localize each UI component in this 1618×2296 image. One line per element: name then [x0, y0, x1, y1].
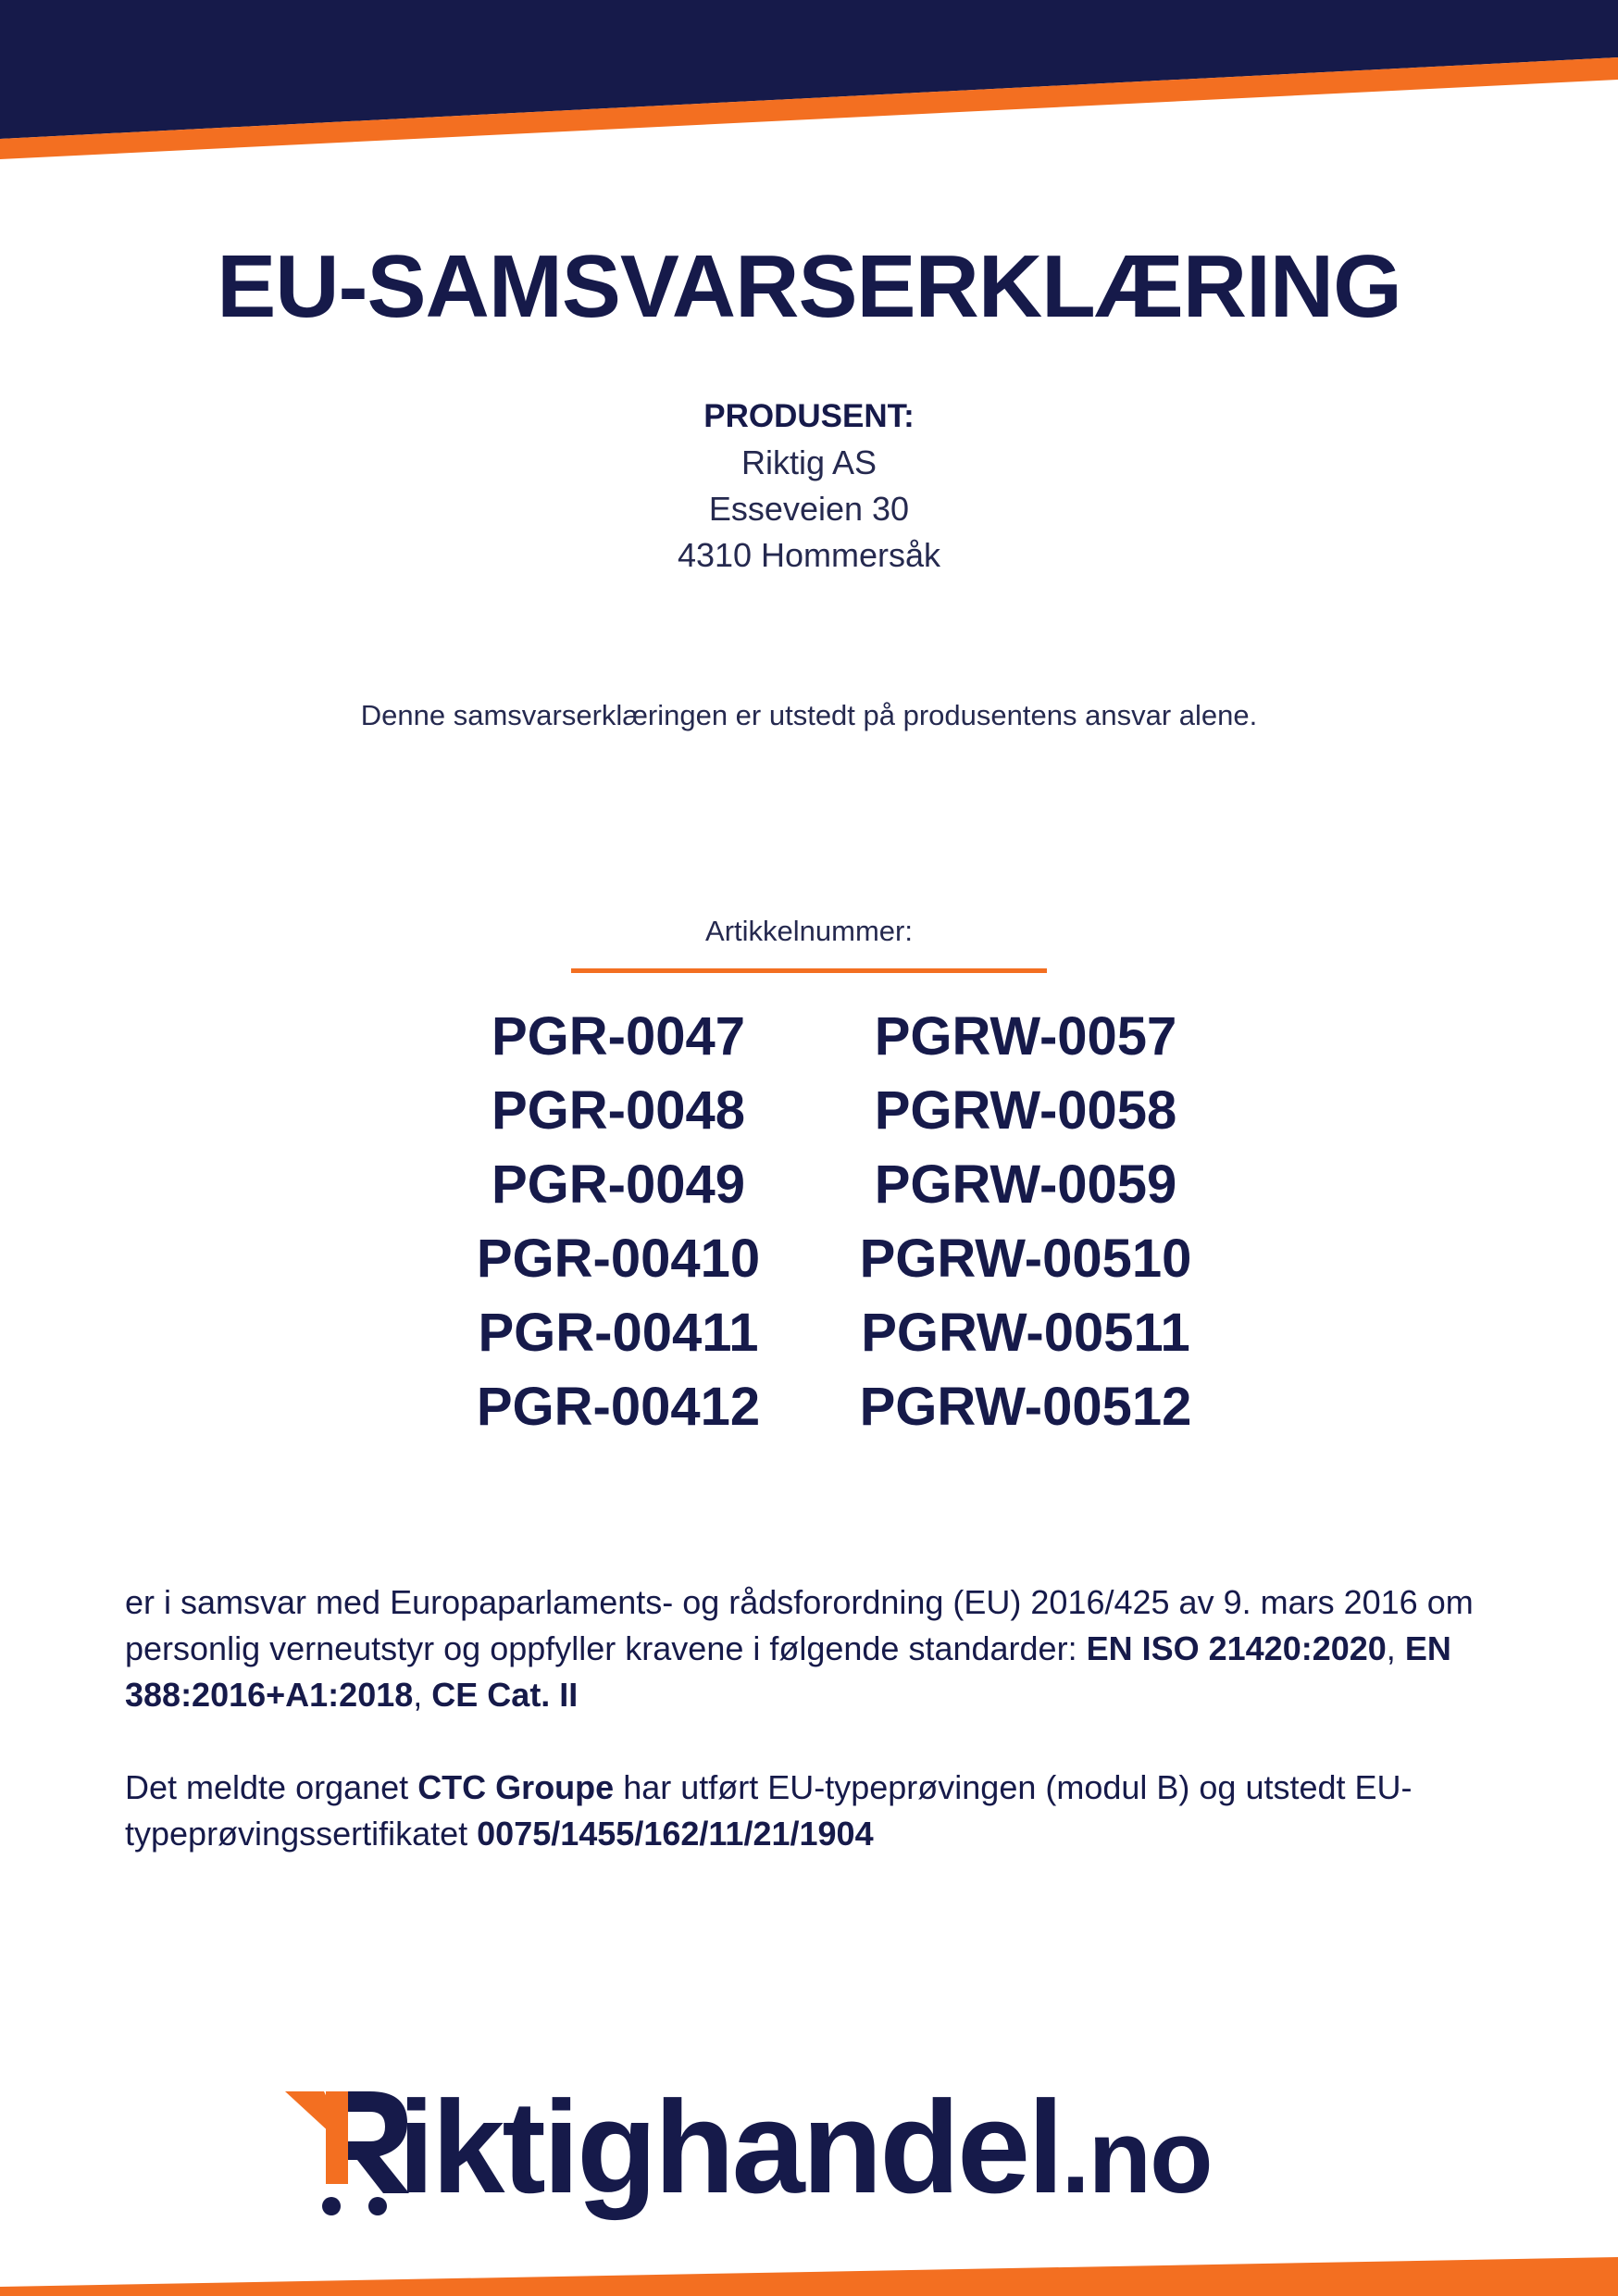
- article-codes-right: [840, 1000, 1211, 1444]
- article-code: PGR-0049: [491, 1154, 746, 1215]
- notified-body-pre: Det meldte organet: [125, 1768, 418, 1806]
- logo-name: iktighandel: [398, 2074, 1062, 2221]
- standard-en388: EN 388:2016+A1:2018: [125, 1629, 1451, 1714]
- article-code: PGRW-0058: [874, 1080, 1177, 1141]
- article-codes-left: [433, 1000, 803, 1444]
- conformity-intro: er i samsvar med Europaparlaments- og rådsforordning (EU) 2016/425 av 9. mars 2016 om personlig verneutstyr og oppfyller kravene i følgende standarder:: [125, 1583, 1474, 1667]
- ce-category: CE Cat. II: [431, 1676, 579, 1714]
- article-code: PGRW-0059: [874, 1154, 1177, 1215]
- producer-company: Riktig AS: [741, 443, 877, 481]
- article-code: PGR-0047: [491, 1006, 746, 1067]
- article-code: PGR-00412: [476, 1377, 761, 1437]
- article-code: PGRW-0057: [874, 1006, 1177, 1067]
- notified-body-name: CTC Groupe: [417, 1768, 615, 1806]
- riktighandel-logo: [278, 2074, 1342, 2221]
- article-code: PGRW-00512: [859, 1377, 1192, 1437]
- producer-postal: 4310 Hommersåk: [677, 536, 941, 574]
- article-code: PGR-00410: [476, 1229, 761, 1289]
- header-band: [0, 0, 1618, 162]
- article-code: PGR-00411: [478, 1303, 759, 1363]
- separator: ,: [1386, 1629, 1405, 1667]
- separator: ,: [413, 1676, 432, 1714]
- standard-iso: EN ISO 21420:2020: [1086, 1629, 1387, 1667]
- declaration-text: [125, 1579, 1513, 1857]
- producer-label: PRODUSENT:: [703, 398, 915, 434]
- r-cart-icon: [278, 2078, 417, 2217]
- article-code: PGRW-00510: [859, 1229, 1192, 1289]
- article-divider: [571, 968, 1047, 973]
- notified-body-mid: har utført EU-typeprøvingen (modul B) og utstedt EU-typeprøvingssertifikatet: [125, 1768, 1413, 1853]
- logo-wordmark: [398, 2074, 1212, 2221]
- article-code: PGRW-00511: [861, 1303, 1190, 1363]
- certificate-number: 0075/1455/162/11/21/1904: [477, 1815, 874, 1853]
- conformity-paragraph: [125, 1579, 1513, 1718]
- producer-block: [0, 393, 1618, 579]
- article-number-label: Artikkelnummer:: [705, 915, 913, 947]
- page-title: EU-SAMSVARSERKLÆRING: [217, 237, 1401, 336]
- producer-street: Esseveien 30: [708, 490, 910, 528]
- notified-body-paragraph: [125, 1765, 1513, 1857]
- responsibility-statement: Denne samsvarserklæringen er utstedt på produsentens ansvar alene.: [360, 699, 1258, 731]
- article-code: PGR-0048: [491, 1080, 746, 1141]
- footer-band: [0, 2250, 1618, 2296]
- footer-orange-stripe: [0, 2257, 1618, 2296]
- logo-tld: .no: [1061, 2099, 1212, 2215]
